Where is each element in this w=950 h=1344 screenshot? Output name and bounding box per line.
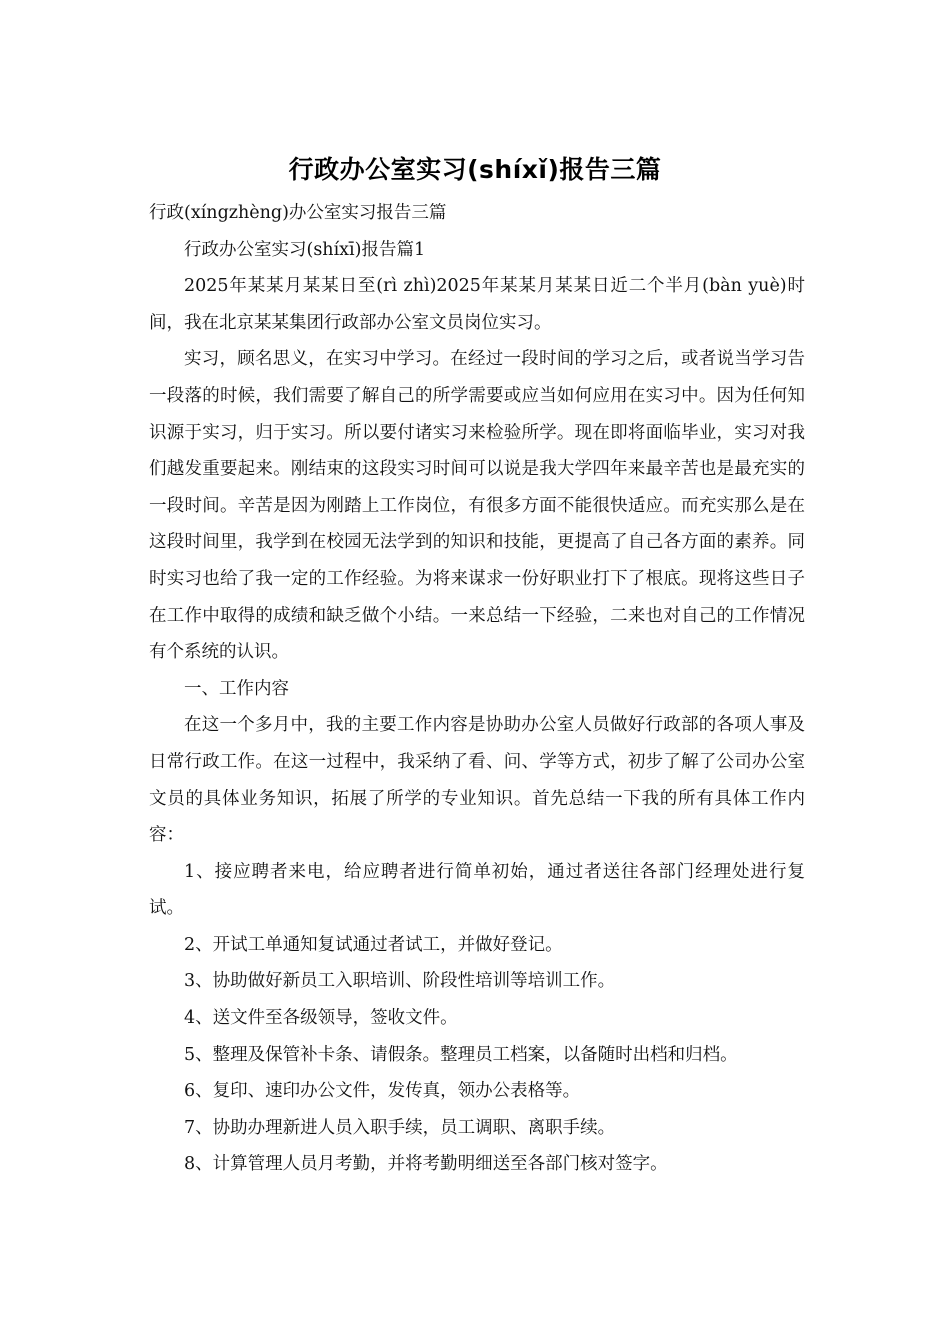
section-subheading: 一、工作内容 <box>184 678 289 699</box>
task-item: 5、整理及保管补卡条、请假条。整理员工档案，以备随时出档和归档。 <box>184 1044 738 1065</box>
task-item: 4、送文件至各级领导，签收文件。 <box>184 1008 458 1029</box>
document-title: 行政办公室实习(shíxǐ)报告三篇 <box>288 155 662 184</box>
task-item: 1、接应聘者来电，给应聘者进行简单初始，通过者送往各部门经理处进行复试。 <box>149 861 805 919</box>
document-body <box>149 195 805 1183</box>
paragraph: 2025年某某月某某日至(rì zhì)2025年某某月某某日近二个半月(bàn yuè)时间，我在北京某某集团行政部办公室文员岗位实习。 <box>149 276 805 333</box>
task-item: 3、协助做好新员工入职培训、阶段性培训等培训工作。 <box>184 971 616 992</box>
document-subtitle: 行政(xíngzhèng)办公室实习报告三篇 <box>149 203 447 223</box>
paragraph: 在这一个多月中，我的主要工作内容是协助办公室人员做好行政部的各项人事及日常行政工作。在这一过程中，我采纳了看、问、学等方式，初步了解了公司办公室文员的具体业务知识，拓展了所学的专业知识。首先总结一下我的所有具体工作内容： <box>149 715 805 846</box>
task-item: 7、协助办理新进人员入职手续，员工调职、离职手续。 <box>184 1117 616 1138</box>
task-item: 2、开试工单通知复试通过者试工，并做好登记。 <box>184 934 563 955</box>
task-item: 8、计算管理人员月考勤，并将考勤明细送至各部门核对签字。 <box>184 1154 668 1175</box>
paragraph: 实习，顾名思义，在实习中学习。在经过一段时间的学习之后，或者说当学习告一段落的时候，我们需要了解自己的所学需要或应当如何应用在实习中。因为任何知识源于实习，归于实习。所以要付诸实习来检验所学。现在即将面临毕业，实习对我们越发重要起来。刚结束的这段实习时间可以说是我大学四年来最辛苦也是最充实的一段时间。辛苦是因为刚踏上工作岗位，有很多方面不能很快适应。而充实那么是在这段时间里，我学到在校园无法学到的知识和技能，更提高了自己各方面的素养。同时实习也给了我一定的工作经验。为将来谋求一份好职业打下了根底。现将这些日子在工作中取得的成绩和缺乏做个小结。一来总结一下经验，二来也对自己的工作情况有个系统的认识。 <box>149 349 805 663</box>
section-heading: 行政办公室实习(shíxī)报告篇1 <box>184 239 426 260</box>
task-item: 6、复印、速印办公文件，发传真，领办公表格等。 <box>184 1081 581 1102</box>
